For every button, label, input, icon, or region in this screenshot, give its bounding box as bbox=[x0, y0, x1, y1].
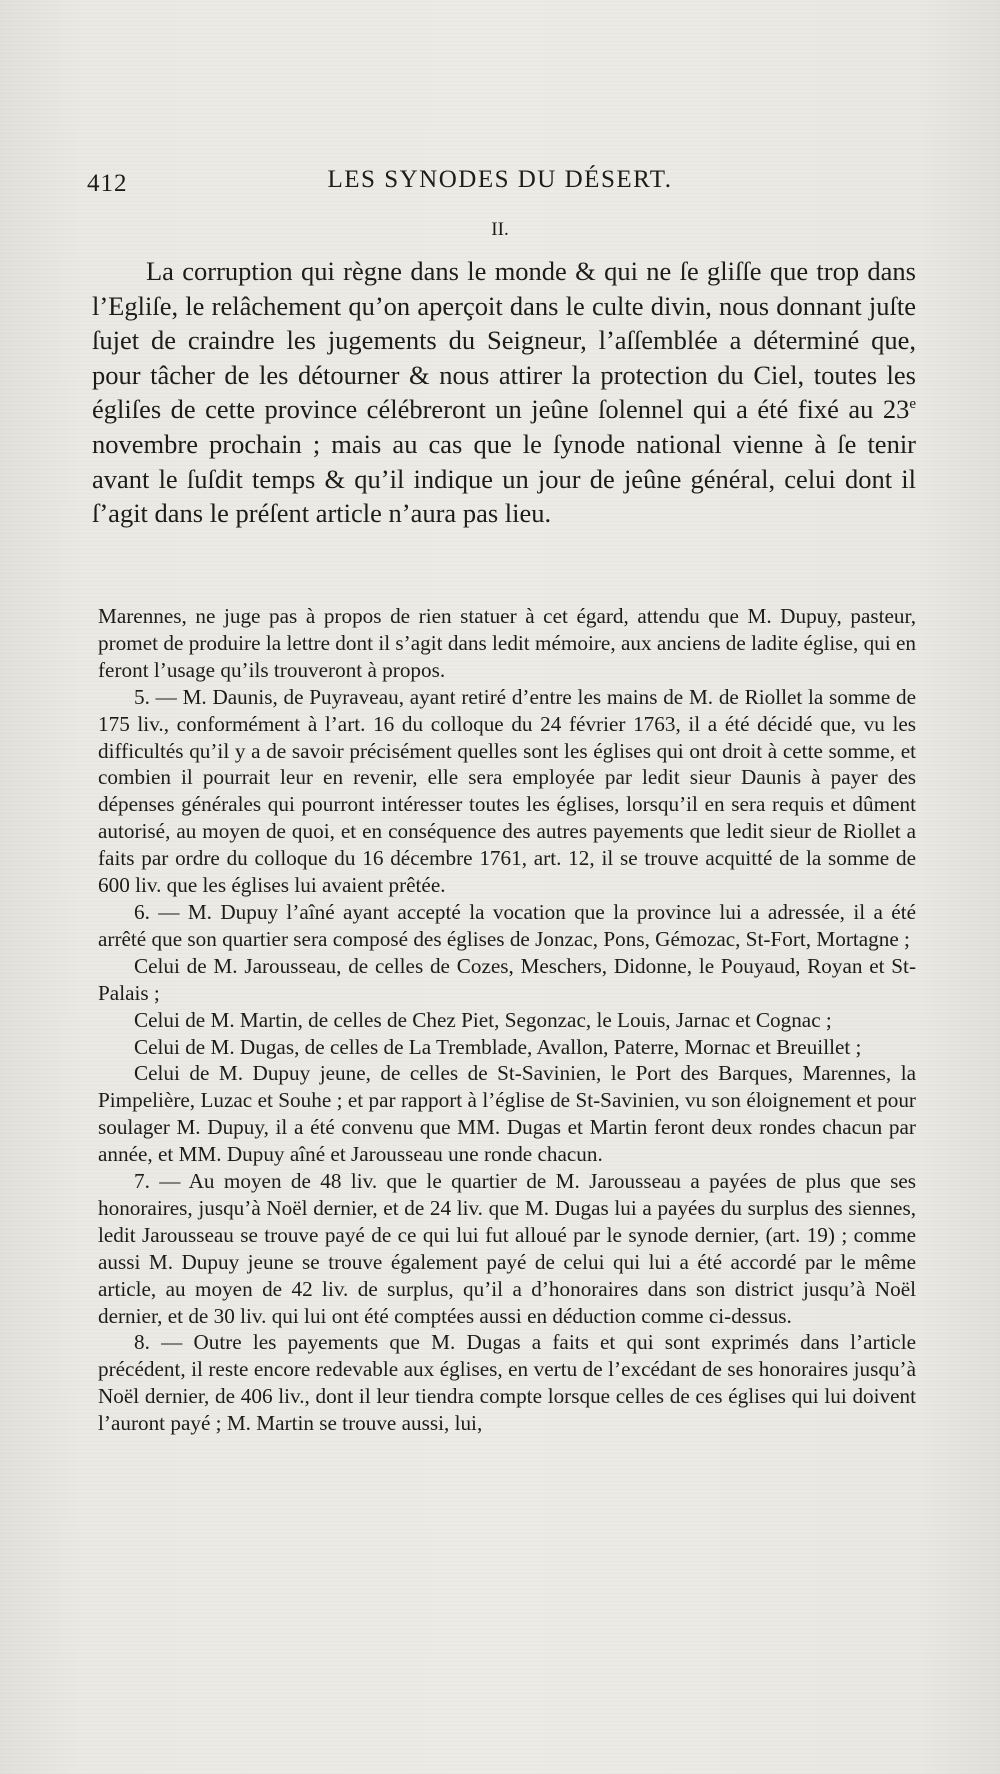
minutes-paragraph: 7. — Au moyen de 48 liv. que le quartier de M. Jarousseau a payées de plus que ses honoraires, jusqu’à Noël dernier, et de 24 liv. que M. Dugas lui a payées du surplus des siennes, ledit Jarousseau se trouve payé de ce qui lui fut alloué par le synode dernier, (art. 19) ; comme aussi M. Dupuy jeune se trouve également payé de celui qui lui a été accordé par le même article, au moyen de 42 liv. de surplus, qu’il a d’honoraires dans son district jusqu’à Noël dernier, et de 30 liv. qui lui ont été comptées aussi en déduction comme ci-dessus. bbox=[98, 1169, 916, 1328]
minutes-paragraph: 5. — M. Daunis, de Puyraveau, ayant retiré d’entre les mains de M. de Riollet la somme de 175 liv., conformément à l’art. 16 du colloque du 24 février 1763, il a été décidé que, vu les difficultés qu’il y a de savoir précisément quelles sont les églises qui ont droit à cette somme, et combien il pourrait leur en revenir, elle sera employée par ledit sieur Daunis à payer des dépenses générales qui pourront intéresser toutes les églises, lorsqu’il en sera requis et dûment autorisé, au moyen de quoi, et en conséquence des autres payements que ledit sieur de Riollet a faits par ordre du colloque du 16 décembre 1761, art. 12, il se trouve acquitté de la somme de 600 liv. que les églises lui avaient prêtée. bbox=[98, 684, 916, 898]
main-article-text bbox=[92, 254, 916, 531]
minutes-paragraph: Celui de M. Jarousseau, de celles de Cozes, Meschers, Didonne, le Pouyaud, Royan et St-Palais ; bbox=[98, 953, 916, 1005]
main-paragraph bbox=[92, 254, 916, 531]
page-number: 412 bbox=[87, 170, 128, 197]
main-paragraph-part-2: novembre prochain ; mais au cas que le ſynode national vienne à ſe tenir avant le ſuſdit temps & qu’il indique un jour de jeûne général, celui dont il ſ’agit dans le préſent article n’aura pas lieu. bbox=[92, 428, 916, 529]
ordinal-superscript: e bbox=[909, 396, 916, 413]
main-paragraph-part-1: La corruption qui règne dans le monde & qui ne ſe gliſſe que trop dans l’Egliſe, le relâchement qu’on aperçoit dans le culte divin, nous donnant juſte ſujet de craindre les jugements du Seigneur, l’aſſemblée a déterminé que, pour tâcher de les détourner & nous attirer la protection du Ciel, toutes les égliſes de cette province célébreront un jeûne ſolennel qui a été fixé au 23 bbox=[92, 256, 916, 425]
running-title: LES SYNODES DU DÉSERT. bbox=[327, 166, 673, 193]
minutes-paragraph: 6. — M. Dupuy l’aîné ayant accepté la vocation que la province lui a adressée, il a été arrêté que son quartier sera composé des églises de Jonzac, Pons, Gémozac, St-Fort, Mortagne ; bbox=[98, 899, 916, 951]
section-numeral: II. bbox=[491, 219, 509, 240]
minutes-paragraph: Celui de M. Martin, de celles de Chez Piet, Segonzac, le Louis, Jarnac et Cognac ; bbox=[134, 1007, 832, 1032]
minutes-paragraph: Celui de M. Dugas, de celles de La Tremblade, Avallon, Paterre, Mornac et Breuillet ; bbox=[134, 1034, 862, 1059]
minutes-text bbox=[98, 603, 916, 1437]
minutes-paragraph: Marennes, ne juge pas à propos de rien statuer à cet égard, attendu que M. Dupuy, pasteur, promet de produire la lettre dont il s’agit dans ledit mémoire, aux anciens de ladite église, qui en feront l’usage qu’ils trouveront à propos. bbox=[98, 604, 916, 682]
minutes-paragraph: 8. — Outre les payements que M. Dugas a faits et qui sont exprimés dans l’article précédent, il reste encore redevable aux églises, en vertu de l’excédant de ses honoraires jusqu’à Noël dernier, de 406 liv., dont il leur tiendra compte lorsque celles de ces églises qui lui doivent l’auront payé ; M. Martin se trouve aussi, lui, bbox=[98, 1330, 916, 1436]
minutes-paragraph: Celui de M. Dupuy jeune, de celles de St-Savinien, le Port des Barques, Marennes, la Pimpelière, Luzac et Souhe ; et par rapport à l’église de St-Savinien, vu son éloignement et pour soulager M. Dupuy, il a été convenu que MM. Dugas et Martin feront deux rondes chacun par année, et MM. Dupuy aîné et Jarousseau une ronde chacun. bbox=[98, 1061, 916, 1167]
